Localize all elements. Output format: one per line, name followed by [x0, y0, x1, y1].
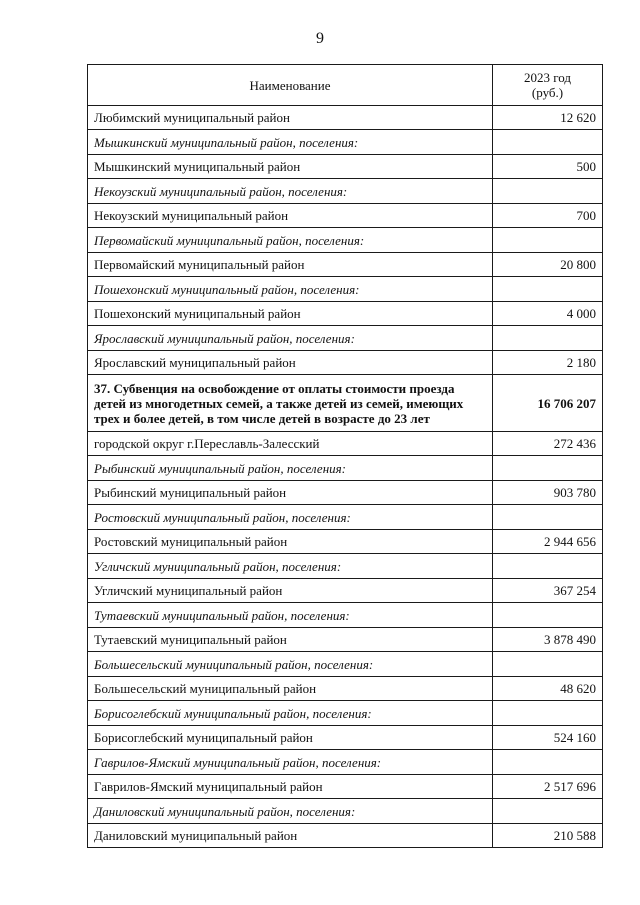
table-row: [88, 824, 603, 848]
row-value: [493, 456, 603, 481]
row-name: Ростовский муниципальный район: [88, 530, 493, 554]
row-value: [493, 326, 603, 351]
row-name: Первомайский муниципальный район: [88, 253, 493, 277]
table-row: [88, 351, 603, 375]
table-row: [88, 677, 603, 701]
row-name: Мышкинский муниципальный район: [88, 155, 493, 179]
section-row: [88, 375, 603, 432]
row-name: городской округ г.Переславль-Залесский: [88, 432, 493, 456]
row-name: 37. Субвенция на освобождение от оплаты стоимости проезда детей из многодетных семей, а также детей из семей, имеющих трех и более детей, в том числе детей в возрасте до 23 лет: [88, 375, 493, 432]
row-value: [493, 179, 603, 204]
table-row: [88, 628, 603, 652]
table-row: [88, 481, 603, 505]
row-value: [493, 505, 603, 530]
group-heading-row: [88, 326, 603, 351]
row-name: Ростовский муниципальный район, поселения:: [88, 505, 493, 530]
group-heading-row: [88, 652, 603, 677]
table-body: [88, 106, 603, 848]
table-row: [88, 530, 603, 554]
table-row: [88, 204, 603, 228]
row-name: Рыбинский муниципальный район: [88, 481, 493, 505]
row-value: [493, 750, 603, 775]
row-name: Угличский муниципальный район, поселения:: [88, 554, 493, 579]
row-name: Некоузский муниципальный район, поселения:: [88, 179, 493, 204]
row-value: 16 706 207: [493, 375, 603, 432]
group-heading-row: [88, 701, 603, 726]
table-row: [88, 106, 603, 130]
row-value: 210 588: [493, 824, 603, 848]
table-row: [88, 579, 603, 603]
row-value: 48 620: [493, 677, 603, 701]
row-name: Борисоглебский муниципальный район: [88, 726, 493, 750]
header-unit: (руб.): [531, 85, 564, 100]
row-value: 2 180: [493, 351, 603, 375]
row-value: 700: [493, 204, 603, 228]
table-row: [88, 155, 603, 179]
row-name: Даниловский муниципальный район: [88, 824, 493, 848]
group-heading-row: [88, 277, 603, 302]
row-name: Большесельский муниципальный район, поселения:: [88, 652, 493, 677]
table-row: [88, 432, 603, 456]
row-name: Угличский муниципальный район: [88, 579, 493, 603]
table-row: [88, 726, 603, 750]
row-value: 3 878 490: [493, 628, 603, 652]
row-name: Борисоглебский муниципальный район, поселения:: [88, 701, 493, 726]
row-value: 2 517 696: [493, 775, 603, 799]
row-value: [493, 652, 603, 677]
row-value: 903 780: [493, 481, 603, 505]
table-row: [88, 253, 603, 277]
row-value: 12 620: [493, 106, 603, 130]
group-heading-row: [88, 179, 603, 204]
group-heading-row: [88, 554, 603, 579]
row-name: Гаврилов-Ямский муниципальный район, поселения:: [88, 750, 493, 775]
row-value: [493, 603, 603, 628]
row-value: 4 000: [493, 302, 603, 326]
row-name: Мышкинский муниципальный район, поселения:: [88, 130, 493, 155]
row-value: [493, 799, 603, 824]
row-value: [493, 701, 603, 726]
row-name: Некоузский муниципальный район: [88, 204, 493, 228]
page-number: 9: [316, 30, 324, 47]
budget-table: [87, 64, 603, 848]
row-value: 500: [493, 155, 603, 179]
group-heading-row: [88, 603, 603, 628]
group-heading-row: [88, 228, 603, 253]
row-name: Ярославский муниципальный район: [88, 351, 493, 375]
header-name: Наименование: [88, 65, 493, 106]
row-value: 524 160: [493, 726, 603, 750]
table-header-row: [88, 65, 603, 106]
group-heading-row: [88, 130, 603, 155]
row-name: Ярославский муниципальный район, поселения:: [88, 326, 493, 351]
row-value: [493, 554, 603, 579]
group-heading-row: [88, 505, 603, 530]
row-name: Пошехонский муниципальный район: [88, 302, 493, 326]
row-name: Даниловский муниципальный район, поселения:: [88, 799, 493, 824]
row-value: [493, 228, 603, 253]
table-row: [88, 775, 603, 799]
row-name: Тутаевский муниципальный район, поселения:: [88, 603, 493, 628]
row-name: Первомайский муниципальный район, поселения:: [88, 228, 493, 253]
row-value: 20 800: [493, 253, 603, 277]
row-value: 272 436: [493, 432, 603, 456]
row-name: Рыбинский муниципальный район, поселения:: [88, 456, 493, 481]
header-year: 2023 год: [524, 70, 571, 85]
header-value: [493, 65, 603, 106]
row-name: Гаврилов-Ямский муниципальный район: [88, 775, 493, 799]
table-row: [88, 302, 603, 326]
row-value: [493, 277, 603, 302]
row-name: Большесельский муниципальный район: [88, 677, 493, 701]
group-heading-row: [88, 799, 603, 824]
row-value: [493, 130, 603, 155]
group-heading-row: [88, 456, 603, 481]
row-value: 2 944 656: [493, 530, 603, 554]
row-name: Любимский муниципальный район: [88, 106, 493, 130]
row-name: Тутаевский муниципальный район: [88, 628, 493, 652]
row-value: 367 254: [493, 579, 603, 603]
group-heading-row: [88, 750, 603, 775]
row-name: Пошехонский муниципальный район, поселения:: [88, 277, 493, 302]
